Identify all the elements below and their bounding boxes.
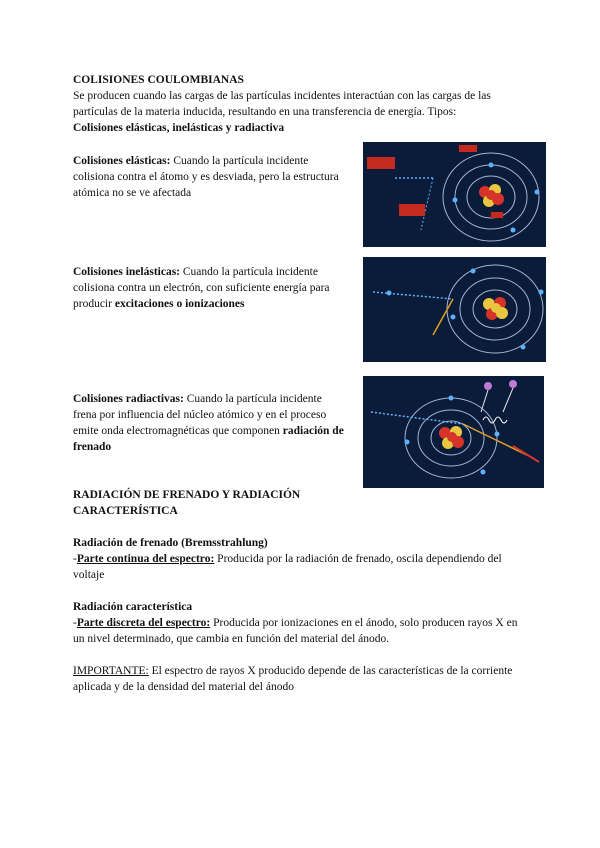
bremsstrahlung-dash: -	[73, 553, 77, 565]
important-text: El espectro de rayos X producido depende de las características de la corriente aplicada y de la densidad del material del ánodo	[73, 665, 513, 693]
characteristic-term: Parte discreta del espectro:	[76, 617, 211, 629]
section-heading-coulomb: COLISIONES COULOMBIANAS	[73, 74, 244, 86]
inelastic-text: Cuando la partícula incidente colisiona contra un electrón, con suficiente energía para producir	[73, 266, 330, 310]
section-heading-radiation: RADIACIÓN DE FRENADO Y RADIACIÓN CARACTERÍSTICA	[73, 489, 301, 517]
radiative-bold-end: radiación de frenado	[73, 425, 344, 453]
bremsstrahlung-text: Producida por la radiación de frenado, oscila dependiendo del voltaje	[73, 553, 502, 581]
coulomb-types: Colisiones elásticas, inelásticas y radiactiva	[73, 122, 285, 134]
elastic-collision-image	[363, 142, 546, 247]
radiation-section	[73, 487, 373, 519]
coulomb-intro: Se producen cuando las cargas de las partículas incidentes interactúan con las cargas de las partículas de la materia inducida, resultando en una transferencia de energía. Tipos:	[73, 90, 491, 118]
elastic-term: Colisiones elásticas:	[73, 155, 171, 167]
bremsstrahlung-title: Radiación de frenado (Bremsstrahlung)	[73, 537, 268, 549]
characteristic-block	[73, 599, 528, 647]
radiative-text: Cuando la partícula incidente frena por influencia del núcleo atómico y en el proceso emite onda electromagnéticas que componen	[73, 393, 327, 437]
elastic-paragraph	[73, 153, 343, 201]
bremsstrahlung-term: Parte continua del espectro:	[76, 553, 215, 565]
inelastic-collision-image	[363, 257, 546, 362]
important-block	[73, 663, 513, 695]
characteristic-dash: -	[73, 617, 77, 629]
radiative-term: Colisiones radiactivas:	[73, 393, 184, 405]
inelastic-term: Colisiones inelásticas:	[73, 266, 181, 278]
radiative-paragraph	[73, 391, 348, 455]
characteristic-text: Producida por ionizaciones en el ánodo, solo producen rayos X en un nivel determinado, que cambia en función del material del ánodo.	[73, 617, 518, 645]
inelastic-paragraph	[73, 264, 348, 312]
important-label: IMPORTANTE:	[73, 665, 149, 677]
elastic-text: Cuando la partícula incidente colisiona contra el átomo y es desviada, pero la estructura atómica no se ve afectada	[73, 155, 339, 199]
characteristic-title: Radiación característica	[73, 601, 193, 613]
elastic-atom-diagram	[363, 142, 546, 247]
radiative-collision-image	[363, 376, 544, 488]
bremsstrahlung-block	[73, 535, 528, 583]
inelastic-bold-end: excitaciones o ionizaciones	[114, 298, 245, 310]
coulomb-section	[73, 72, 528, 136]
radiative-atom-diagram	[363, 376, 544, 488]
inelastic-atom-diagram	[363, 257, 546, 362]
